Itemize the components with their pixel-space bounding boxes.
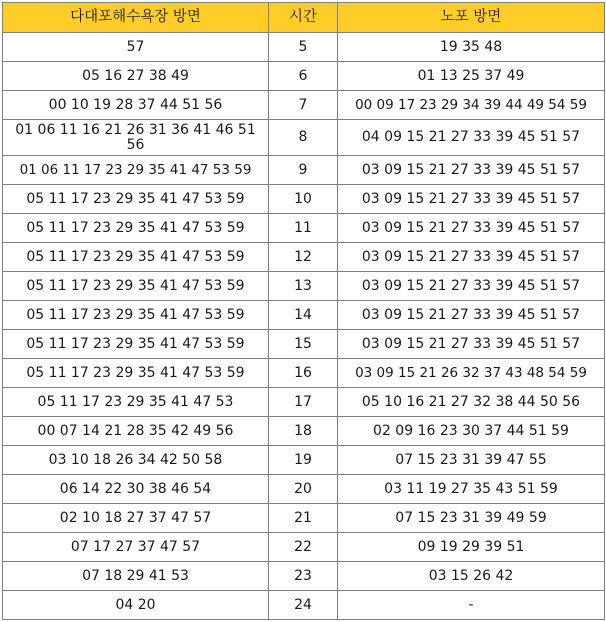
table-row: [3, 33, 605, 62]
dadaepo-minutes: 02 10 18 27 37 47 57: [3, 504, 269, 533]
dadaepo-minutes: 04 20: [3, 591, 269, 620]
timetable-body: [3, 33, 605, 620]
dadaepo-minutes: 07 17 27 37 47 57: [3, 533, 269, 562]
hour-cell: 20: [269, 475, 338, 504]
dadaepo-minutes: 05 16 27 38 49: [3, 62, 269, 91]
hour-cell: 9: [269, 156, 338, 185]
nopo-minutes: 02 09 16 23 30 37 44 51 59: [338, 417, 605, 446]
table-row: [3, 156, 605, 185]
dadaepo-minutes: 05 11 17 23 29 35 41 47 53 59: [3, 214, 269, 243]
nopo-minutes: 03 15 26 42: [338, 562, 605, 591]
nopo-minutes: 07 15 23 31 39 49 59: [338, 504, 605, 533]
dadaepo-minutes: 57: [3, 33, 269, 62]
dadaepo-minutes: 05 11 17 23 29 35 41 47 53 59: [3, 359, 269, 388]
table-row: [3, 301, 605, 330]
table-row: [3, 475, 605, 504]
table-row: [3, 533, 605, 562]
dadaepo-minutes: 03 10 18 26 34 42 50 58: [3, 446, 269, 475]
header-nopo-direction: 노포 방면: [338, 3, 605, 33]
table-row: [3, 185, 605, 214]
nopo-minutes: 19 35 48: [338, 33, 605, 62]
header-row: [3, 3, 605, 33]
dadaepo-minutes: 07 18 29 41 53: [3, 562, 269, 591]
hour-cell: 18: [269, 417, 338, 446]
nopo-minutes: 05 10 16 21 27 32 38 44 50 56: [338, 388, 605, 417]
table-row: [3, 562, 605, 591]
nopo-minutes: 03 09 15 21 27 33 39 45 51 57: [338, 185, 605, 214]
hour-cell: 15: [269, 330, 338, 359]
nopo-minutes: 03 09 15 21 27 33 39 45 51 57: [338, 156, 605, 185]
hour-cell: 24: [269, 591, 338, 620]
hour-cell: 7: [269, 91, 338, 120]
table-row: [3, 62, 605, 91]
table-row: [3, 243, 605, 272]
dadaepo-minutes: 01 06 11 16 21 26 31 36 41 46 51 56: [3, 120, 269, 156]
table-row: [3, 214, 605, 243]
hour-cell: 14: [269, 301, 338, 330]
dadaepo-minutes: 05 11 17 23 29 35 41 47 53 59: [3, 243, 269, 272]
hour-cell: 6: [269, 62, 338, 91]
hour-cell: 16: [269, 359, 338, 388]
table-row: [3, 120, 605, 156]
nopo-minutes: 07 15 23 31 39 47 55: [338, 446, 605, 475]
table-row: [3, 591, 605, 620]
table-row: [3, 359, 605, 388]
nopo-minutes: 00 09 17 23 29 34 39 44 49 54 59: [338, 91, 605, 120]
table-row: [3, 272, 605, 301]
timetable-header: [3, 3, 605, 33]
hour-cell: 19: [269, 446, 338, 475]
nopo-minutes: 03 09 15 21 27 33 39 45 51 57: [338, 301, 605, 330]
hour-cell: 11: [269, 214, 338, 243]
hour-cell: 5: [269, 33, 338, 62]
nopo-minutes: 03 09 15 21 27 33 39 45 51 57: [338, 214, 605, 243]
hour-cell: 22: [269, 533, 338, 562]
dadaepo-minutes: 05 11 17 23 29 35 41 47 53 59: [3, 185, 269, 214]
nopo-minutes: 03 09 15 21 27 33 39 45 51 57: [338, 243, 605, 272]
nopo-minutes: 03 09 15 21 27 33 39 45 51 57: [338, 272, 605, 301]
nopo-minutes: 03 09 15 21 26 32 37 43 48 54 59: [338, 359, 605, 388]
dadaepo-minutes: 00 10 19 28 37 44 51 56: [3, 91, 269, 120]
hour-cell: 12: [269, 243, 338, 272]
nopo-minutes: 01 13 25 37 49: [338, 62, 605, 91]
timetable: [2, 2, 605, 620]
table-row: [3, 91, 605, 120]
nopo-minutes: 04 09 15 21 27 33 39 45 51 57: [338, 120, 605, 156]
hour-cell: 21: [269, 504, 338, 533]
table-row: [3, 446, 605, 475]
dadaepo-minutes: 05 11 17 23 29 35 41 47 53: [3, 388, 269, 417]
dadaepo-minutes: 05 11 17 23 29 35 41 47 53 59: [3, 330, 269, 359]
table-row: [3, 417, 605, 446]
nopo-minutes: 09 19 29 39 51: [338, 533, 605, 562]
dadaepo-minutes: 00 07 14 21 28 35 42 49 56: [3, 417, 269, 446]
table-row: [3, 388, 605, 417]
dadaepo-minutes: 05 11 17 23 29 35 41 47 53 59: [3, 301, 269, 330]
dadaepo-minutes: 05 11 17 23 29 35 41 47 53 59: [3, 272, 269, 301]
table-row: [3, 504, 605, 533]
dadaepo-minutes: 06 14 22 30 38 46 54: [3, 475, 269, 504]
hour-cell: 13: [269, 272, 338, 301]
nopo-minutes: 03 09 15 21 27 33 39 45 51 57: [338, 330, 605, 359]
nopo-minutes: 03 11 19 27 35 43 51 59: [338, 475, 605, 504]
hour-cell: 23: [269, 562, 338, 591]
hour-cell: 10: [269, 185, 338, 214]
header-hour: 시간: [269, 3, 338, 33]
table-row: [3, 330, 605, 359]
dadaepo-minutes: 01 06 11 17 23 29 35 41 47 53 59: [3, 156, 269, 185]
hour-cell: 8: [269, 120, 338, 156]
header-dadaepo-direction: 다대포해수욕장 방면: [3, 3, 269, 33]
hour-cell: 17: [269, 388, 338, 417]
nopo-minutes: -: [338, 591, 605, 620]
